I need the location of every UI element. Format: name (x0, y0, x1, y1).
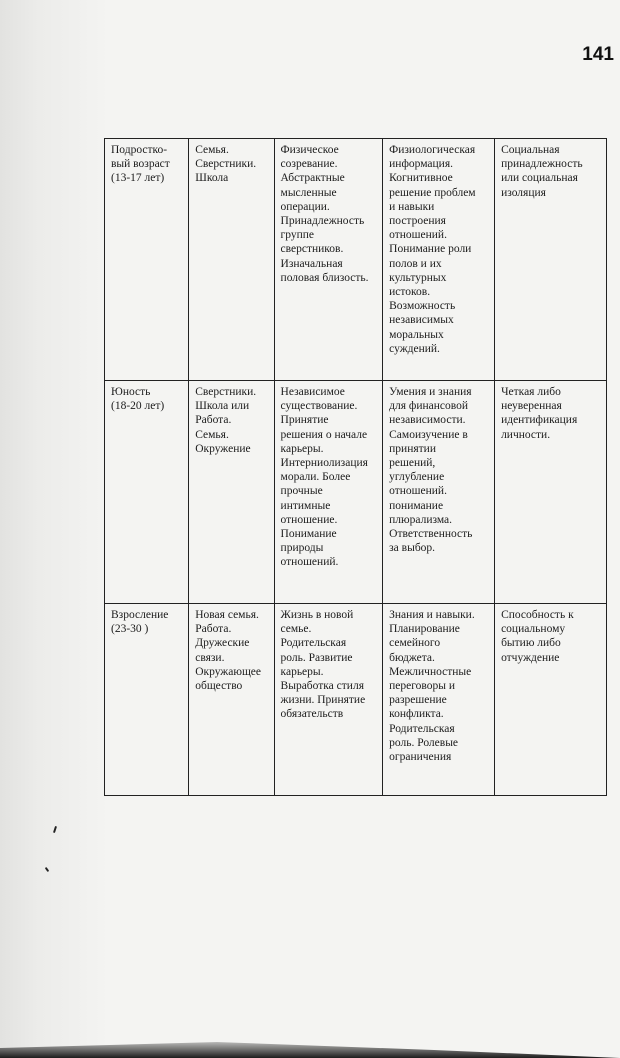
table-cell: Сверстники. Школа или Работа. Семья. Окружение (189, 381, 274, 604)
scan-edge-shade (0, 0, 110, 1058)
table-cell: Знания и навыки. Планирование семейного бюджета. Межличностные переговоры и разрешение конфликта. Родительская роль. Ролевые ограничения (383, 604, 495, 796)
table-cell: Жизнь в новой семье. Родительская роль. Развитие карьеры. Выработка стиля жизни. Принятие обязательств (274, 604, 383, 796)
table-cell: Способность к социальному бытию либо отчуждение (495, 604, 607, 796)
development-stages-table (104, 138, 607, 796)
table-cell: Независимое существование. Принятие решения о начале карьеры. Интерниолизация морали. Более прочные интимные отношение. Понимание природы отношений. (274, 381, 383, 604)
table-cell: Новая семья. Работа. Дружеские связи. Окружающее общество (189, 604, 274, 796)
table-cell-stage: Взросление (23-30 ) (105, 604, 189, 796)
table-cell-stage: Юность (18-20 лет) (105, 381, 189, 604)
table-cell: Физическое созревание. Абстрактные мысленные операции. Принадлежность группе сверстников. Изначальная половая близость. (274, 139, 383, 381)
table-row (105, 604, 607, 796)
table-row (105, 381, 607, 604)
table-cell: Семья. Сверстники. Школа (189, 139, 274, 381)
table-row (105, 139, 607, 381)
table-cell: Умения и знания для финансовой независимости. Самоизучение в принятии решений, углубление отношений. понимание плюрализма. Ответственность за выбор. (383, 381, 495, 604)
table-cell: Физиологическая информация. Когнитивное решение проблем и навыки построения отношений. Понимание роли полов и их культурных истоков. Возможность независимых моральных суждений. (383, 139, 495, 381)
page-number: 141 (582, 44, 614, 65)
table-cell: Четкая либо неуверенная идентификация личности. (495, 381, 607, 604)
table-cell: Социальная принадлежность или социальная изоляция (495, 139, 607, 381)
table-cell-stage: Подростко- вый возраст (13-17 лет) (105, 139, 189, 381)
